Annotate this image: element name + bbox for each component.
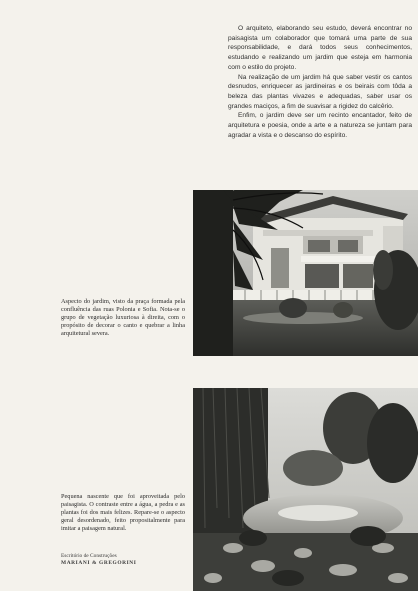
credit-office-line: Escritório de Construções xyxy=(61,553,117,559)
house-garden-photo xyxy=(193,190,418,356)
intro-paragraph-1: O arquiteto, elaborando seu estudo, deverá encontrar no paisagista um colaborador que tomará uma parte de sua responsabilidade, e dará todos seus conhecimentos, estudando e realizando um jardim que esteja em harmonia com o estilo do projeto. xyxy=(228,25,412,71)
photo-credit xyxy=(61,553,185,567)
intro-paragraph-2: Na realização de um jardim há que saber vestir os cantos desnudos, enriquecer as jardineiras e os beirais com tôda a beleza das plantas vivazes e adequadas, saber usar os grandes maciços, a fim de suavisar a rigidez do calcêrio. xyxy=(228,73,412,110)
pond-garden-photo xyxy=(193,388,418,591)
pond-photo-caption: Pequena nascente que foi aproveitada pelo paisagista. O contraste entre a água, a pedra e as plantas foi dos mais felizes. Repare-se o aspecto geral desordenado, feito propositalmente para imitar a paisagem natural. xyxy=(61,493,185,533)
intro-paragraph-3: Enfim, o jardim deve ser um recinto encantador, feito de arquitetura e poesia, onde a arte e a natureza se juntam para agradar a vista e o descanso do espírito. xyxy=(228,112,412,139)
intro-text xyxy=(228,24,412,140)
credit-firm-name: MARIANI & GREGORINI xyxy=(61,560,137,567)
house-photo-caption: Aspecto do jardim, visto da praça formada pela confluência das ruas Polonia e Sofia. Nota-se o grupo de vegetação luxuriosa à direita, com o propósito de decorar o canto e quebrar a linha arquitetural severa. xyxy=(61,298,185,338)
